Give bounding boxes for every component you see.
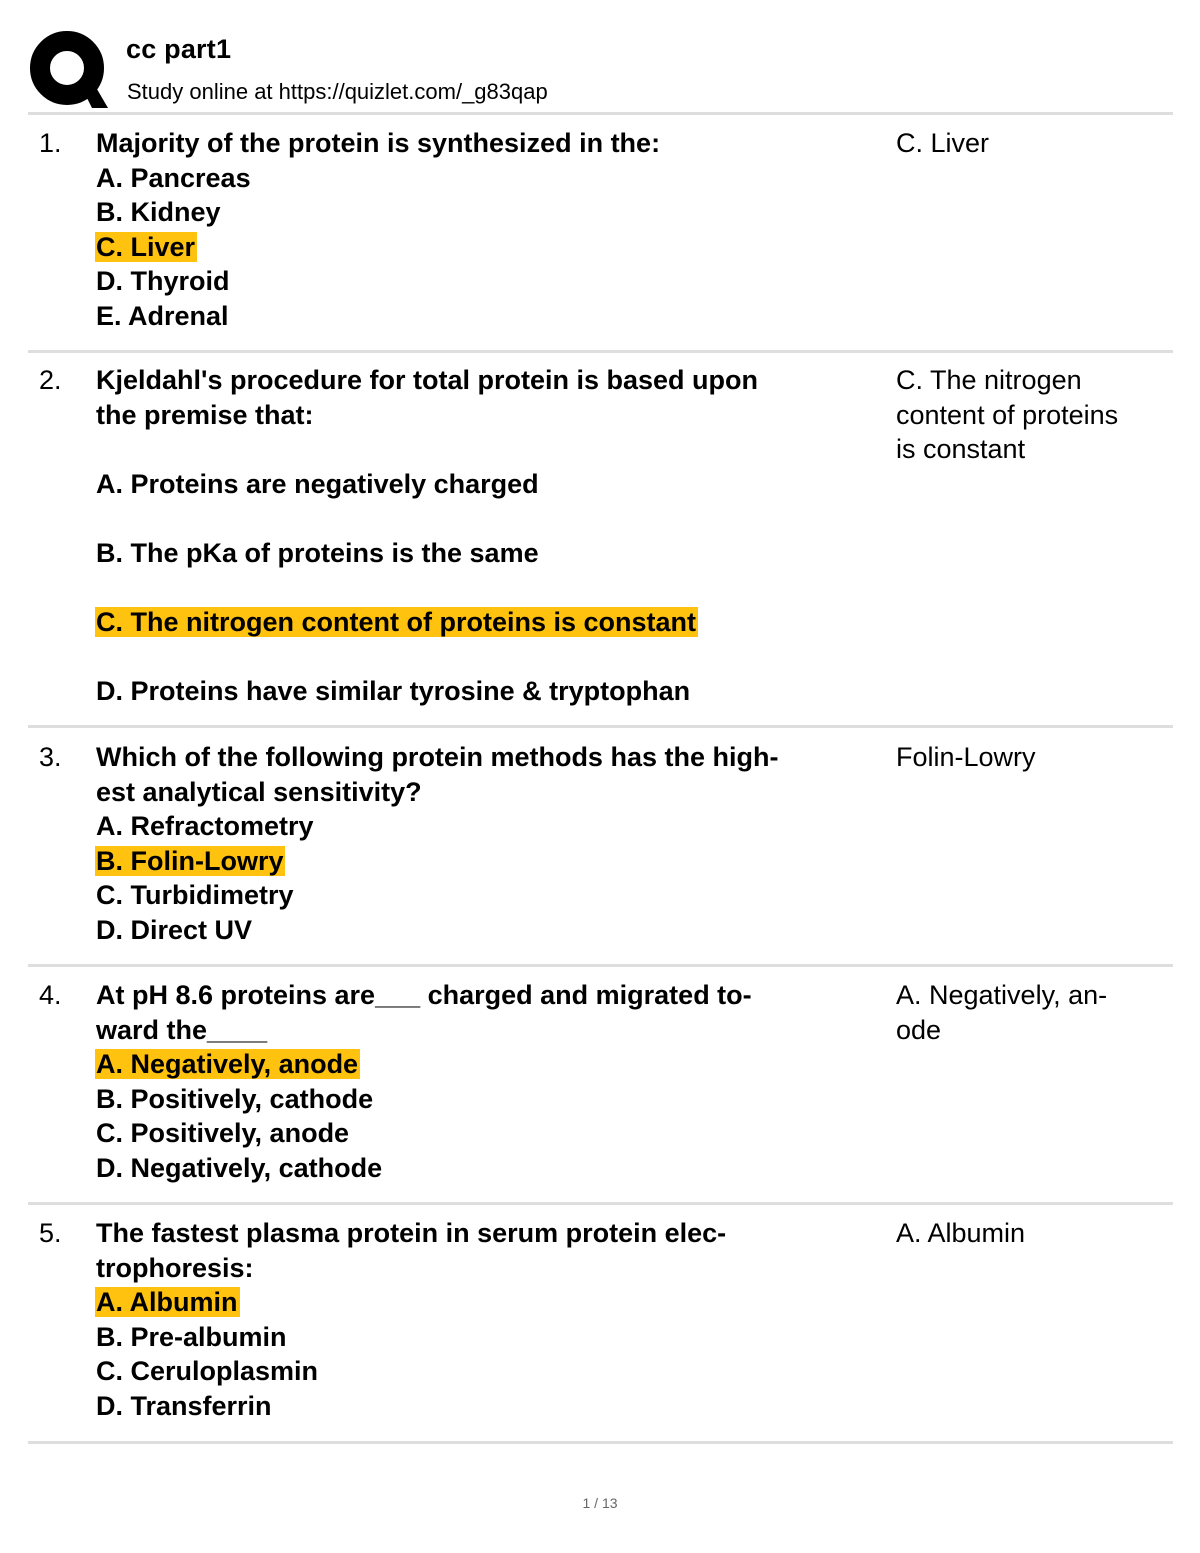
option-d: D. Negatively, cathode	[96, 1152, 383, 1183]
option-c-correct: C. Liver	[96, 231, 196, 262]
option-d: D. Direct UV	[96, 914, 253, 945]
question-line: Majority of the protein is synthesized in the:	[96, 128, 661, 158]
option-d: D. Transferrin	[96, 1390, 272, 1421]
option-d: D. Thyroid	[96, 266, 230, 296]
answer-line: ode	[896, 1014, 942, 1045]
option-a-correct: A. Albumin	[96, 1287, 238, 1317]
option-a-correct: A. Negatively, anode	[96, 1049, 359, 1079]
question-block	[96, 126, 876, 333]
question-line: Which of the following protein methods has the high-	[96, 742, 779, 772]
option-b: B. Positively, cathode	[96, 1083, 374, 1114]
card-number: 3.	[39, 742, 62, 772]
question-line: the premise that:	[96, 399, 314, 430]
option-e: E. Adrenal	[96, 300, 229, 331]
divider	[28, 350, 1173, 353]
question-line: Kjeldahl's procedure for total protein is based upon	[96, 365, 759, 395]
answer-line: A. Albumin	[896, 1218, 1026, 1248]
set-title: cc part1	[126, 34, 232, 64]
divider	[28, 1441, 1173, 1444]
question-block	[96, 1216, 876, 1423]
option-a: A. Pancreas	[96, 162, 251, 193]
answer-block	[896, 126, 1166, 161]
question-line: est analytical sensitivity?	[96, 776, 422, 807]
option-d: D. Proteins have similar tyrosine & tryptophan	[96, 675, 691, 706]
answer-line: content of proteins	[896, 399, 1119, 430]
answer-line: C. Liver	[896, 128, 990, 158]
answer-block	[896, 363, 1166, 467]
answer-block	[896, 740, 1166, 775]
option-b: B. The pKa of proteins is the same	[96, 537, 539, 568]
question-block	[96, 363, 876, 708]
question-line: The fastest plasma protein in serum protein elec-	[96, 1218, 727, 1248]
answer-line: A. Negatively, an-	[896, 980, 1108, 1010]
study-url[interactable]: Study online at https://quizlet.com/_g83qap	[127, 79, 548, 104]
answer-block	[896, 1216, 1166, 1251]
option-c: C. Positively, anode	[96, 1118, 350, 1148]
card-number: 5.	[39, 1218, 62, 1248]
page-header	[30, 30, 1172, 110]
divider	[28, 725, 1173, 728]
option-b-correct: B. Folin-Lowry	[96, 845, 284, 876]
question-block	[96, 978, 876, 1185]
divider	[28, 964, 1173, 967]
card-number: 2.	[39, 365, 62, 395]
question-line: ward the____	[96, 1014, 268, 1045]
option-a: A. Proteins are negatively charged	[96, 468, 539, 499]
answer-line: Folin-Lowry	[896, 742, 1036, 772]
option-c-correct: C. The nitrogen content of proteins is constant	[96, 606, 697, 637]
answer-block	[896, 978, 1166, 1047]
answer-line: C. The nitrogen	[896, 365, 1082, 395]
answer-line: is constant	[896, 434, 1026, 464]
question-line: trophoresis:	[96, 1252, 254, 1283]
option-a: A. Refractometry	[96, 811, 314, 841]
question-block	[96, 740, 876, 947]
option-c: C. Turbidimetry	[96, 880, 294, 910]
card-number: 1.	[39, 128, 62, 158]
question-line: At pH 8.6 proteins are___ charged and migrated to-	[96, 980, 752, 1010]
option-c: C. Ceruloplasmin	[96, 1356, 319, 1386]
quizlet-logo-icon	[30, 30, 108, 108]
card-number: 4.	[39, 980, 62, 1010]
option-b: B. Pre-albumin	[96, 1321, 287, 1352]
divider	[28, 1202, 1173, 1205]
page-number: 1 / 13	[582, 1495, 618, 1511]
divider	[28, 112, 1173, 115]
option-b: B. Kidney	[96, 197, 221, 227]
